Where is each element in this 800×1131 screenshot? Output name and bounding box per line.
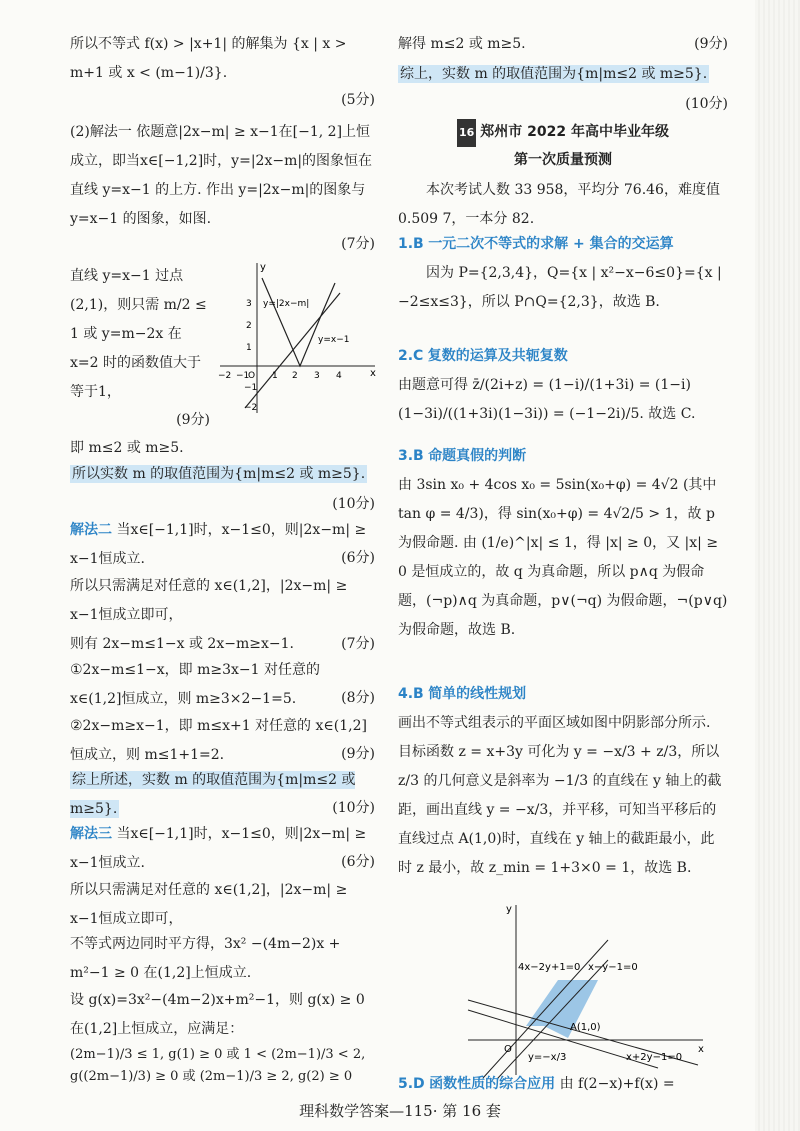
para-cases-g: (2m−1)/3 ≤ 1, g(1) ≥ 0 或 1 < (2m−1)/3 < 2, g((2m−1)/3) ≥ 0 或 (2m−1)/3 ≥ 2, g(2) ≥ 0 <box>70 1047 366 1084</box>
label-l2: x−y−1=0 <box>588 962 638 973</box>
tick: 4 <box>336 371 342 381</box>
answer-body: 画出不等式组表示的平面区域如图中阴影部分所示. 目标函数 z = x+3y 可化为 y = −x/3 + z/3，所以 z/3 的几何意义是斜率为 −1/3 的直线在 y 轴上的截距，画出直线 y = −x/3，并平移，可知当平移后的直线过点 A(1,0)时，直线在 y 轴上的截距最小，此时 z 最小，故 z_min = 1+3×0 = 1，故选 B. <box>398 715 722 876</box>
x-axis-label: x <box>370 368 376 379</box>
label-l3: x+2y−1=0 <box>626 1052 683 1063</box>
label-abs: y=|2x−m| <box>263 299 310 309</box>
tick: −2 <box>218 371 232 381</box>
answer-head: 3.B <box>398 448 424 464</box>
line-x-minus-1 <box>245 293 340 408</box>
answer-body: 由 f(2−x)+f(x) = <box>559 1076 675 1092</box>
answer-body: 因为 P={2,3,4}，Q={x | x²−x−6≤0}={x | −2≤x≤3}，所以 P∩Q={2,3}，故选 B. <box>398 265 722 310</box>
tick: 1 <box>272 371 278 381</box>
y-axis-label: y <box>506 904 512 915</box>
section-subtitle: 第一次质量预测 <box>514 152 612 168</box>
label-line: y=x−1 <box>318 335 350 345</box>
score: (7分) <box>341 236 375 252</box>
abs-curve <box>262 278 335 366</box>
tick: −1 <box>236 371 250 381</box>
answer-head: 4.B <box>398 686 424 702</box>
para-conclusion: 即 m≤2 或 m≥5. <box>70 440 184 456</box>
answer-item-2 <box>398 342 728 429</box>
answer-body: 由题意可得 z̄/(2i+z) = (1−i)/(1+3i) = (1−i)(1−3i)/((1+3i)(1−3i)) = (−1−2i)/5. 故选 C. <box>398 377 696 422</box>
graph-linear-programming <box>458 900 708 1080</box>
para-line-condition: 直线 y=x−1 过点(2,1)，则只需 m/2 ≤ 1 或 y=m−2x 在 x=2 时的函数值大于等于1， <box>70 268 207 400</box>
para-cases: 则有 2x−m≤1−x 或 2x−m≥x−1. <box>70 636 294 652</box>
graph-abs-function <box>210 258 380 418</box>
answer-body: 由 3sin x₀ + 4cos x₀ = 5sin(x₀+φ) = 4√2 (其中 tan φ = 4/3)，得 sin(x₀+φ) = 4√2/5 > 1，故 p 为假命题. 由 (1/e)^|x| ≤ 1，得 |x| ≥ 0，又 |x| ≥ 0 是恒成立的，故 q 为真命题，所以 p∧q 为假命题，(¬p)∧q 为真命题，p∨(¬q) 为假命题，¬(p∨q) 为假命题，故选 B. <box>398 477 728 638</box>
tick: 3 <box>314 371 320 381</box>
score: (9分) <box>341 746 375 762</box>
score: (9分) <box>176 412 210 428</box>
answer-item-3 <box>398 442 728 645</box>
para-square: 不等式两边同时平方得，3x² −(4m−2)x + m²−1 ≥ 0 在(1,2]上恒成立. <box>70 936 341 981</box>
section-badge: 16 <box>457 119 476 147</box>
method2-label: 解法二 <box>70 522 112 538</box>
label-l4: y=−x/3 <box>528 1052 567 1063</box>
answer-item-1 <box>398 230 728 317</box>
para-g: 设 g(x)=3x²−(4m−2)x+m²−1，则 g(x) ≥ 0 在(1,2]上恒成立，应满足： <box>70 992 365 1037</box>
answer-topic: 复数的运算及共轭复数 <box>427 348 568 364</box>
score: (9分) <box>694 36 728 52</box>
answer-head: 2.C <box>398 348 424 364</box>
answer-topic: 函数性质的综合应用 <box>429 1076 556 1092</box>
score: (8分) <box>341 690 375 706</box>
para-final <box>398 60 728 89</box>
tick: O <box>248 371 256 381</box>
highlight-final: 综上，实数 m 的取值范围为{m|m≤2 或 m≥5}. <box>400 66 708 82</box>
para-range <box>70 460 375 489</box>
score: (6分) <box>341 854 375 870</box>
answer-topic: 简单的线性规划 <box>428 686 527 702</box>
section-title1: 郑州市 2022 年高中毕业年级 <box>480 124 670 140</box>
tick: 2 <box>246 321 252 331</box>
score: (5分) <box>341 92 375 108</box>
y-axis-label: y <box>260 262 266 273</box>
score: (7分) <box>341 636 375 652</box>
para-case1: ①2x−m≤1−x，即 m≥3x−1 对任意的 x∈(1,2]恒成立，则 m≥3×2−1=5. <box>70 662 320 707</box>
section-title <box>398 118 728 147</box>
score: (10分) <box>332 496 375 512</box>
exam-stats: 本次考试人数 33 958，平均分 76.46，难度值 0.509 7，一本分 82. <box>398 182 720 227</box>
label-origin: O <box>504 1044 512 1055</box>
score: (10分) <box>685 96 728 112</box>
answer-topic: 一元二次不等式的求解 + 集合的交运算 <box>428 236 674 252</box>
highlight-summary: 综上所述，实数 m 的取值范围为{m|m≤2 或 m≥5}. <box>70 772 356 817</box>
label-l1: 4x−2y+1=0 <box>518 962 581 973</box>
para-condition: 所以只需满足对任意的 x∈(1,2]，|2x−m| ≥ x−1恒成立即可， <box>70 578 348 623</box>
tick: 2 <box>292 371 298 381</box>
label-point: A(1,0) <box>570 1022 601 1033</box>
para-solved: 解得 m≤2 或 m≥5. <box>398 36 526 52</box>
tick: −2 <box>244 403 258 413</box>
answer-topic: 命题真假的判断 <box>428 448 527 464</box>
highlight-range: 所以实数 m 的取值范围为{m|m≤2 或 m≥5}. <box>72 466 366 482</box>
tick: −1 <box>244 383 258 393</box>
tick: 3 <box>246 299 252 309</box>
score: (6分) <box>341 550 375 566</box>
scan-edge <box>755 0 800 1131</box>
para-case2: ②2x−m≥x−1，即 m≤x+1 对任意的 x∈(1,2]恒成立，则 m≤1+1=2. <box>70 718 367 763</box>
tick: 1 <box>246 343 252 353</box>
answer-head: 1.B <box>398 236 424 252</box>
para-solution-set: 所以不等式 f(x) > |x+1| 的解集为 {x | x > m+1 或 x < (m−1)/3}. <box>70 36 347 81</box>
para-condition2: 所以只需满足对任意的 x∈(1,2]，|2x−m| ≥ x−1恒成立即可， <box>70 882 348 927</box>
answer-head: 5.D <box>398 1076 425 1092</box>
method3-label: 解法三 <box>70 826 112 842</box>
answer-item-4 <box>398 680 728 883</box>
page-footer: 理科数学答案—115· 第 16 套 <box>299 1102 501 1120</box>
x-axis-label: x <box>698 1044 704 1055</box>
method3-text: 当x∈[−1,1]时，x−1≤0，则|2x−m| ≥ x−1恒成立. <box>70 826 367 871</box>
score: (10分) <box>332 800 375 816</box>
answer-item-5 <box>398 1070 728 1099</box>
method2-text: 当x∈[−1,1]时，x−1≤0，则|2x−m| ≥ x−1恒成立. <box>70 522 367 567</box>
para-method1: (2)解法一 依题意|2x−m| ≥ x−1在[−1, 2]上恒成立，即当x∈[−1,2]时，y=|2x−m|的图象恒在直线 y=x−1 的上方. 作出 y=|2x−m|的图象与 y=x−1 的图象，如图. <box>70 124 373 227</box>
